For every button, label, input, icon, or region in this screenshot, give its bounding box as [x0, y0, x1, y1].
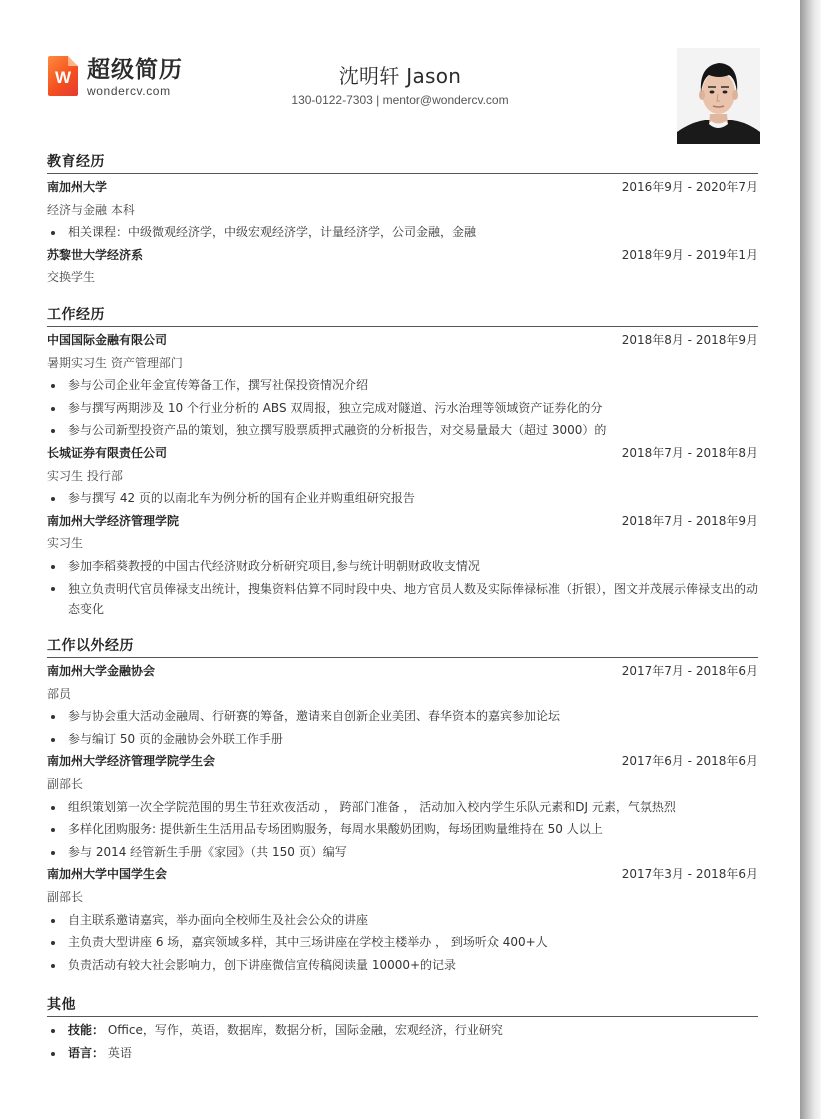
logo-name: 超级简历 — [87, 57, 183, 83]
list-item: 负责活动有较大社会影响力，创下讲座微信宣传稿阅读量 10000+的记录 — [47, 954, 758, 977]
org-name: 南加州大学经济管理学院 — [47, 513, 180, 528]
section-title: 教育经历 — [47, 152, 758, 174]
section-title: 工作经历 — [47, 305, 758, 327]
date-range: 2018年7月 - 2018年8月 — [621, 445, 758, 460]
list-item: 多样化团购服务: 提供新生生活用品专场团购服务，每周水果酸奶团购，每场团购量维持在 50 人以上 — [47, 818, 758, 841]
date-range: 2018年9月 - 2019年1月 — [621, 247, 758, 262]
org-name: 南加州大学经济管理学院学生会 — [47, 754, 216, 769]
role: 暑期实习生 资产管理部门 — [47, 355, 183, 370]
other-section — [47, 995, 758, 1064]
role: 副部长 — [47, 776, 84, 791]
logo — [48, 56, 183, 98]
org-name: 苏黎世大学经济系 — [47, 247, 144, 262]
language-label: 语言： — [68, 1045, 105, 1060]
list-item: 主负责大型讲座 6 场，嘉宾领域多样，其中三场讲座在学校主楼举办 ， 到场听众 400+人 — [47, 931, 758, 954]
list-item: 参与 2014 经管新生手册《家园》（共 150 页）编写 — [47, 841, 758, 864]
skills-item — [47, 1019, 758, 1042]
list-item: 参与公司企业年金宣传筹备工作，撰写社保投资情况介绍 — [47, 374, 758, 397]
logo-icon: W — [48, 56, 78, 96]
date-range: 2016年9月 - 2020年7月 — [621, 180, 758, 194]
contact-info: 130-0122-7303 | mentor@wondercv.com — [291, 93, 509, 107]
education-section — [47, 152, 758, 289]
section-title: 工作以外经历 — [47, 636, 758, 658]
date-range: 2017年7月 - 2018年6月 — [621, 664, 758, 678]
role: 实习生 投行部 — [47, 468, 123, 483]
logo-domain: wondercv.com — [87, 84, 171, 98]
list-item: 参与撰写 42 页的以南北车为例分析的国有企业并购重组研究报告 — [47, 487, 758, 510]
candidate-name: 沈明轩 Jason — [338, 64, 462, 88]
list-item: 参与协会重大活动金融周、行研赛的筹备，邀请来自创新企业美团、春华资本的嘉宾参加论坛 — [47, 705, 758, 728]
list-item: 自主联系邀请嘉宾，举办面向全校师生及社会公众的讲座 — [47, 909, 758, 932]
list-item: 参与编订 50 页的金融协会外联工作手册 — [47, 728, 758, 751]
org-name: 南加州大学金融协会 — [47, 664, 156, 678]
list-item: 参与公司新型投资产品的策划，独立撰写股票质押式融资的分析报告，对交易量最大（超过 3000）的 — [47, 419, 758, 442]
list-item: 独立负责明代官员俸禄支出统计，搜集资料估算不同时段中央、地方官员人数及实际俸禄标准（折银），图文并茂展示俸禄支出的动态变化 — [47, 578, 758, 620]
list-item: 相关课程：中级微观经济学，中级宏观经济学，计量经济学，公司金融，金融 — [47, 221, 758, 244]
section-title: 其他 — [47, 995, 758, 1017]
skills-label: 技能： — [68, 1023, 105, 1037]
list-item: 参与撰写两期涉及 10 个行业分析的 ABS 双周报，独立完成对隧道、污水治理等领域资产证券化的分 — [47, 397, 758, 420]
date-range: 2018年8月 - 2018年9月 — [621, 333, 758, 347]
language-value: 英语 — [107, 1045, 132, 1060]
list-item: 参加李稻葵教授的中国古代经济财政分析研究项目,参与统计明朝财政收支情况 — [47, 555, 758, 578]
date-range: 2017年6月 - 2018年6月 — [621, 754, 758, 769]
language-item — [47, 1042, 758, 1065]
date-range: 2017年3月 - 2018年6月 — [621, 867, 758, 882]
org-name: 长城证券有限责任公司 — [47, 445, 168, 460]
role: 部员 — [47, 686, 72, 701]
role: 交换学生 — [47, 270, 96, 285]
skills-value: Office，写作，英语，数据库，数据分析，国际金融，宏观经济，行业研究 — [107, 1023, 503, 1037]
extracurricular-section — [47, 636, 758, 976]
org-name: 南加州大学中国学生会 — [47, 867, 168, 882]
profile-photo — [677, 48, 760, 144]
role: 经济与金融 本科 — [47, 202, 135, 217]
role: 实习生 — [47, 536, 84, 551]
page-shadow — [800, 0, 821, 1119]
date-range: 2018年7月 - 2018年9月 — [621, 513, 758, 528]
org-name: 南加州大学 — [47, 180, 108, 194]
role: 副部长 — [47, 889, 84, 904]
list-item: 组织策划第一次全学院范围的男生节狂欢夜活动 ， 跨部门准备 ， 活动加入校内学生乐队元素和DJ 元素，气氛热烈 — [47, 796, 758, 819]
work-section — [47, 305, 758, 620]
org-name: 中国国际金融有限公司 — [47, 333, 168, 347]
